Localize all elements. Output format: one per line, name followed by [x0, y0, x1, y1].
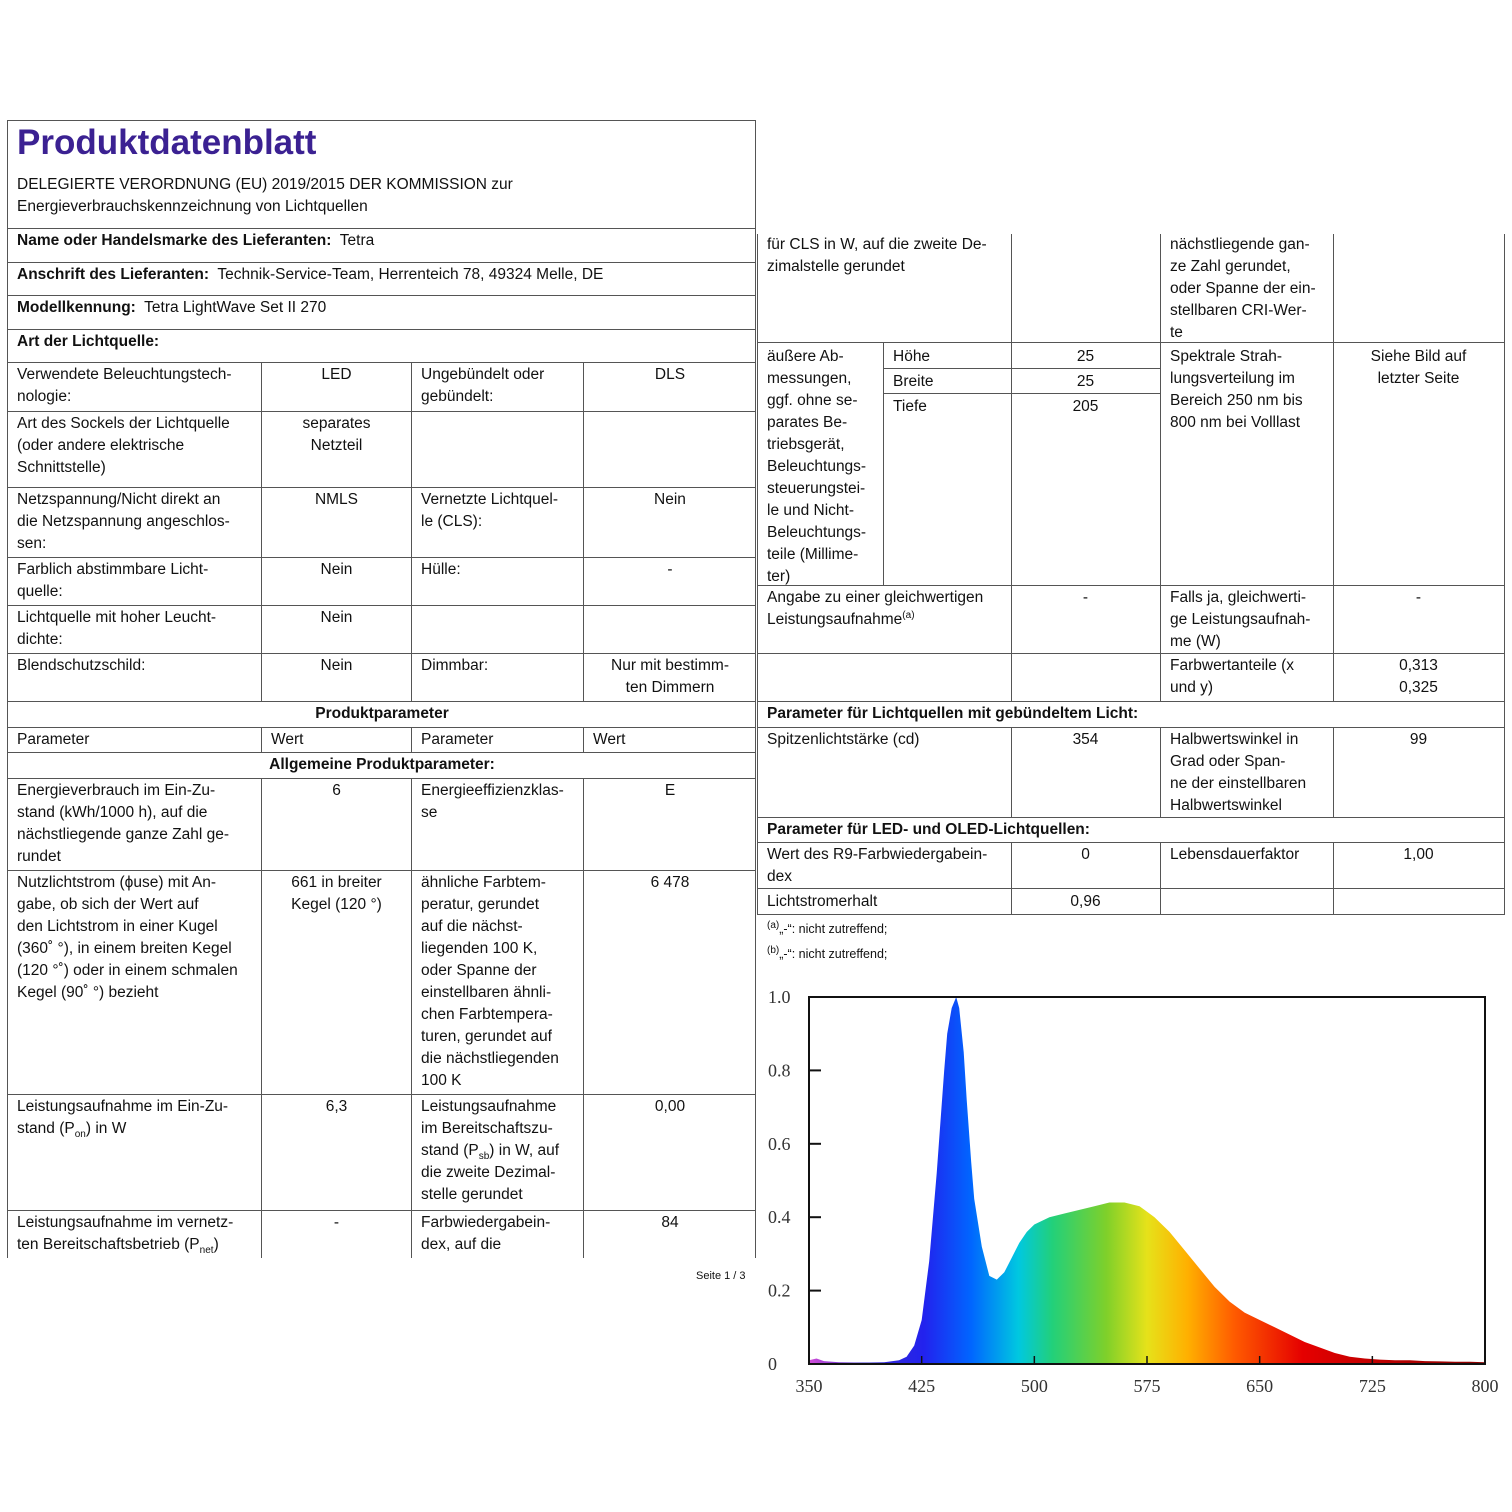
y-tick-label: 0.8 — [768, 1060, 791, 1081]
light-type-value: - — [667, 561, 673, 578]
on-mode-power-label: Leistungsaufnahme im Ein-Zu- stand $(P_{on})$ in W — [17, 1098, 229, 1141]
light-type-value: Nur mit bestimm- ten Dimmern — [611, 657, 729, 696]
light-type-value: separates Netzteil — [302, 415, 371, 454]
light-type-label: Hülle: — [421, 561, 461, 578]
energy-consumption-label: Energieverbrauch im Ein-Zu- stand (kWh/1000 h), auf die nächstliegende ganze Zahl ge- rundet — [17, 782, 229, 865]
peak-intensity-value: 354 — [1072, 731, 1099, 748]
r9-value: 0 — [1081, 846, 1090, 863]
beam-angle-label: Halbwertswinkel in Grad oder Span- ne der einstellbaren Halbwertswinkel — [1170, 731, 1307, 814]
light-type-label: Art des Sockels der Lichtquelle (oder andere elektrische Schnittstelle) — [17, 415, 230, 476]
directional-params-heading: Parameter für Lichtquellen mit gebündeltem Licht: — [767, 705, 1139, 722]
luminous-flux-label: Nutzlichtstrom (ϕuse) mit An- gabe, ob sich der Wert auf den Lichtstrom in einer Kugel (360˚ °), in einem breiten Kegel (120 °˚) oder in einem schmalen Kegel (90˚ °) bezieht — [17, 874, 238, 1001]
x-tick-label: 725 — [1358, 1376, 1386, 1396]
lumen-maintenance-value: 0,96 — [1070, 893, 1101, 910]
footnote-b: $^{(b)}$„-“: nicht zutreffend; — [767, 944, 888, 961]
col-param-2: Parameter — [421, 731, 494, 748]
depth-value: 205 — [1072, 398, 1099, 415]
supplier-address-row — [8, 264, 612, 286]
spectral-distribution-value: Siehe Bild auf letzter Seite — [1370, 348, 1467, 387]
standby-power-value: 0,00 — [654, 1098, 686, 1115]
x-tick-label: 575 — [1133, 1376, 1161, 1396]
footnote-a: $^{(a)}$„-“: nicht zutreffend; — [767, 919, 888, 936]
light-type-value: Nein — [654, 491, 686, 508]
col-value-1: Wert — [271, 731, 304, 748]
page-number: Seite 1 / 3 — [696, 1270, 746, 1282]
y-tick-label: 0.4 — [768, 1207, 791, 1228]
on-mode-power-value: 6,3 — [325, 1098, 348, 1115]
spectral-distribution-chart — [752, 962, 1512, 1502]
beam-angle-value: 99 — [1409, 731, 1428, 748]
light-type-value: Nein — [320, 609, 353, 626]
cri-label: Farbwiedergabein- dex, auf die — [421, 1214, 551, 1253]
model-value: Tetra LightWave Set II 270 — [144, 299, 327, 316]
networked-standby-label: Leistungsaufnahme im vernetz- ten Bereitschaftsbetrieb $(P_{net})$ — [17, 1214, 234, 1257]
chromaticity-label: Farbwertanteile (x und y) — [1170, 657, 1295, 696]
x-tick-label: 500 — [1020, 1376, 1048, 1396]
regulation-text: DELEGIERTE VERORDNUNG (EU) 2019/2015 DER KOMMISSION zur Energieverbrauchskennzeichnung von Lichtquellen — [17, 176, 513, 215]
light-type-label: Verwendete Beleuchtungstech- nologie: — [17, 366, 232, 405]
width-label: Breite — [893, 373, 934, 390]
supplier-address-label: Anschrift des Lieferanten: — [17, 266, 210, 283]
y-tick-label: 0 — [768, 1354, 777, 1374]
standby-power-label: Leistungsaufnahme im Bereitschaftszu- stand $(P_{sb})$ in W, auf die zweite Dezimal- stelle gerundet — [421, 1098, 560, 1203]
height-value: 25 — [1076, 348, 1095, 365]
dimensions-label: äußere Ab- messungen, ggf. ohne se- parates Be- triebsgerät, Beleuchtungs- steuerungstei- le und Nicht- Beleuchtungs- teile (Millime- ter) — [767, 348, 867, 585]
depth-label: Tiefe — [893, 398, 927, 415]
cri-continued: nächstliegende gan- ze Zahl gerundet, oder Spanne der ein- stellbaren CRI-Wer- te — [1170, 236, 1316, 341]
light-type-label: Blendschutzschild: — [17, 657, 146, 674]
light-type-value: LED — [321, 366, 352, 383]
supplier-address-value: Technik-Service-Team, Herrenteich 78, 49324 Melle, DE — [217, 266, 604, 283]
energy-class-label: Energieeffizienzklas- se — [421, 782, 564, 821]
supplier-name-row — [8, 230, 383, 252]
light-type-label: Farblich abstimmbare Licht- quelle: — [17, 561, 209, 600]
y-tick-label: 1.0 — [768, 987, 791, 1007]
supplier-name-label: Name oder Handelsmarke des Lieferanten: — [17, 232, 332, 249]
y-tick-label: 0.2 — [768, 1280, 791, 1301]
luminous-flux-value: 661 in breiter Kegel (120 °) — [291, 874, 382, 913]
product-params-heading: Produktparameter — [315, 705, 449, 722]
height-label: Höhe — [893, 348, 931, 365]
energy-class-value: E — [664, 782, 676, 799]
cls-standby-continued: für CLS in W, auf die zweite De- zimalstelle gerundet — [767, 236, 987, 275]
light-type-value: Nein — [320, 657, 353, 674]
spectral-distribution-label: Spektrale Strah- lungsverteilung im Bereich 250 nm bis 800 nm bei Volllast — [1170, 348, 1303, 431]
light-type-value: DLS — [654, 366, 686, 383]
light-type-heading: Art der Lichtquelle: — [17, 333, 160, 350]
model-label: Modellkennung: — [17, 299, 136, 316]
equivalent-power-w-label: Falls ja, gleichwerti- ge Leistungsaufnah- me (W) — [1170, 589, 1311, 650]
light-type-value: Nein — [320, 561, 353, 578]
light-type-value: NMLS — [314, 491, 359, 508]
x-tick-label: 425 — [908, 1376, 936, 1396]
x-tick-label: 800 — [1471, 1376, 1499, 1396]
lifetime-factor-label: Lebensdauerfaktor — [1170, 846, 1300, 863]
x-tick-label: 350 — [795, 1376, 823, 1396]
general-params-heading: Allgemeine Produktparameter: — [269, 756, 495, 773]
col-value-2: Wert — [593, 731, 626, 748]
model-row — [8, 297, 335, 319]
cri-value: 84 — [661, 1214, 679, 1231]
equivalent-power-value: - — [1082, 589, 1089, 606]
chromaticity-value: 0,313 0,325 — [1399, 657, 1438, 696]
width-value: 25 — [1076, 373, 1095, 390]
light-type-label: Dimmbar: — [421, 657, 489, 674]
light-type-label: Lichtquelle mit hoher Leucht- dichte: — [17, 609, 217, 648]
energy-consumption-value: 6 — [332, 782, 341, 799]
led-params-heading: Parameter für LED- und OLED-Lichtquellen: — [767, 821, 1090, 838]
color-temperature-value: 6 478 — [650, 874, 690, 891]
col-param-1: Parameter — [17, 731, 90, 748]
r9-label: Wert des R9-Farbwiedergabein- dex — [767, 846, 988, 885]
equivalent-power-label: Angabe zu einer gleichwertigen Leistungsaufnahme$^{(a)}$ — [767, 589, 984, 628]
light-type-label: Ungebündelt oder gebündelt: — [421, 366, 545, 405]
page-title: Produktdatenblatt — [17, 123, 317, 162]
lumen-maintenance-label: Lichtstromerhalt — [767, 893, 878, 910]
y-tick-label: 0.6 — [768, 1133, 791, 1154]
networked-standby-value: - — [333, 1214, 340, 1231]
color-temperature-label: ähnliche Farbtem- peratur, gerundet auf die nächst- liegenden 100 K, oder Spanne der einstellbaren ähnli- chen Farbtempera- turen, gerundet auf die nächstliegenden 100 K — [421, 874, 559, 1089]
supplier-name-value: Tetra — [339, 232, 375, 249]
light-type-label: Netzspannung/Nicht direkt an die Netzspannung angeschlos- sen: — [17, 491, 230, 552]
x-tick-label: 650 — [1246, 1376, 1274, 1396]
light-type-label: Vernetzte Lichtquel- le (CLS): — [421, 491, 559, 530]
peak-intensity-label: Spitzenlichtstärke (cd) — [767, 731, 920, 748]
equivalent-power-w-value: - — [1415, 589, 1422, 606]
spectrum-area — [809, 997, 1485, 1364]
lifetime-factor-value: 1,00 — [1403, 846, 1434, 863]
